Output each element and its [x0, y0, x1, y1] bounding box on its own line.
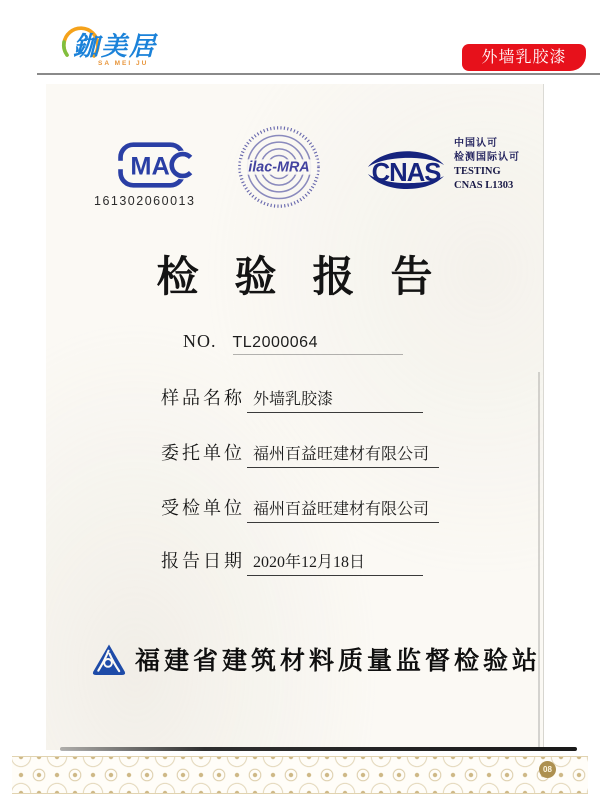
page-number-badge: 08: [539, 761, 556, 778]
cnas-line-4: CNAS L1303: [454, 180, 514, 191]
field-label: 委托单位: [161, 443, 245, 463]
scan-bottom-edge: [60, 747, 577, 751]
field-commissioning-unit: [161, 439, 439, 468]
issuing-organization: [91, 641, 541, 677]
brand-logo: [58, 22, 258, 72]
scan-edge-shadow: [538, 372, 540, 748]
cnas-line-2: 检测国际认可: [454, 152, 520, 163]
field-value: 福州百益旺建材有限公司: [247, 496, 439, 523]
field-sample-name: [161, 384, 423, 413]
svg-text:CNAS: CNAS: [371, 158, 441, 187]
cnas-line-1: 中国认可: [454, 138, 498, 149]
cnas-accreditation-text: [454, 137, 544, 193]
brand-name: 鉫美居: [73, 31, 158, 61]
scanned-report: [46, 84, 544, 750]
cnas-logo-icon: [364, 144, 448, 196]
cnas-line-3: TESTING: [454, 166, 501, 177]
cma-certificate-number: 161302060013: [94, 194, 196, 208]
report-title: 检验报告: [156, 255, 469, 301]
category-banner: 外墙乳胶漆: [462, 44, 586, 71]
report-number-label: NO.: [183, 331, 217, 351]
field-value: 2020年12月18日: [247, 549, 423, 576]
ornamental-border: [12, 756, 588, 794]
field-value: 福州百益旺建材有限公司: [247, 441, 439, 468]
ilac-mra-seal-icon: [236, 124, 322, 210]
report-number-value: TL2000064: [233, 334, 403, 355]
field-value: 外墙乳胶漆: [247, 386, 423, 413]
report-number-row: [183, 331, 403, 355]
svg-text:MA: MA: [130, 152, 170, 181]
field-report-date: [161, 547, 423, 576]
cma-mark-icon: [118, 140, 194, 190]
field-inspected-unit: [161, 494, 439, 523]
organization-triangle-icon: [91, 643, 127, 676]
header-divider: [37, 73, 600, 75]
organization-name: 福建省建筑材料质量监督检验站: [135, 648, 542, 675]
svg-text:ilac-MRA: ilac-MRA: [248, 159, 310, 176]
field-label: 样品名称: [161, 388, 245, 408]
field-label: 受检单位: [161, 498, 245, 518]
field-label: 报告日期: [161, 551, 245, 571]
brand-subtitle: SA MEI JU: [98, 60, 149, 67]
